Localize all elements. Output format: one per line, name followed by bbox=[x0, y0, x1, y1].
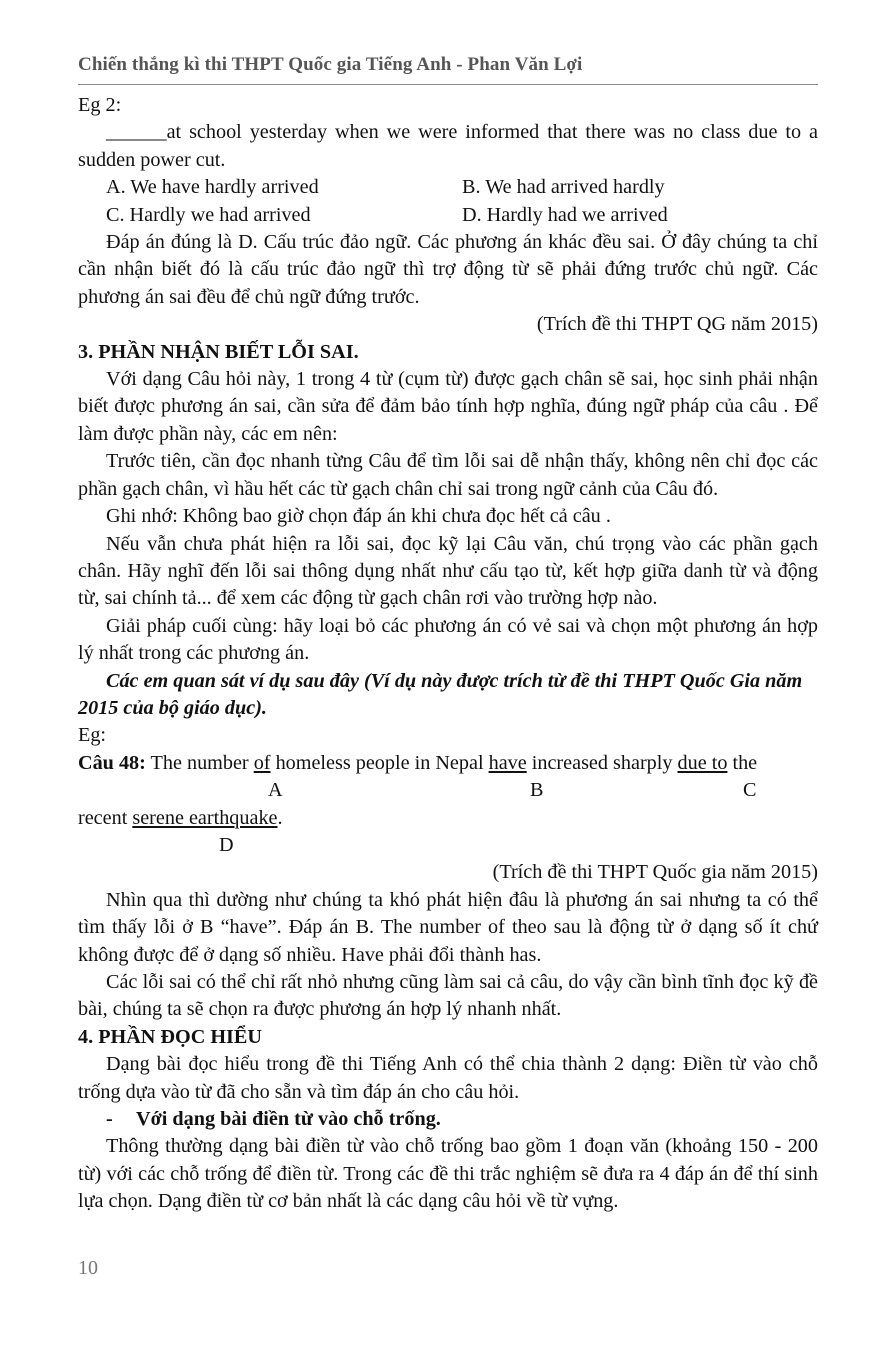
header-rule bbox=[78, 84, 818, 85]
q48-text-4: the bbox=[727, 751, 758, 774]
section3-eg-label: Eg: bbox=[78, 724, 107, 747]
running-header: Chiến thắng kì thi THPT Quốc gia Tiếng Anh - Phan Văn Lợi bbox=[78, 54, 583, 75]
section3-paragraph-6: Nhìn qua thì dường như chúng ta khó phát hiện đâu là phương án sai nhưng ta có thể tìm thấy lỗi ở B “have”. Đáp án B. The number of theo sau là động từ ở dạng số ít chứ không được để ở dạng số nhiều. Have phải đổi thành has. bbox=[78, 888, 818, 966]
section3-paragraph-3: Ghi nhớ: Không bao giờ chọn đáp án khi chưa đọc hết cả câu . bbox=[106, 505, 611, 528]
q48-text-2: homeless people in Nepal bbox=[270, 751, 489, 774]
q48-letter-c: C bbox=[743, 779, 757, 802]
eg2-source: (Trích đề thi THPT QG năm 2015) bbox=[536, 313, 818, 336]
q48-letter-b: B bbox=[530, 779, 544, 802]
section3-source: (Trích đề thi THPT Quốc gia năm 2015) bbox=[492, 861, 818, 884]
section3-paragraph-4: Nếu vẫn chưa phát hiện ra lỗi sai, đọc kỹ lại Câu văn, chú trọng vào các phần gạch chân. Hãy nghĩ đến lỗi sai thông dụng nhất như cấu tạo từ, kết hợp giữa danh từ và động từ, sai chính tả... để xem các động từ gạch chân rơi vào trường hợp nào. bbox=[78, 532, 818, 610]
section3-paragraph-1: Với dạng Câu hỏi này, 1 trong 4 từ (cụm từ) được gạch chân sẽ sai, học sinh phải nhận biết được phương án sai, cần sửa để đảm bảo tính hợp nghĩa, đúng ngữ pháp của câu . Để làm được phần này, các em nên: bbox=[78, 368, 818, 445]
eg2-option-c: C. Hardly we had arrived bbox=[106, 203, 311, 226]
q48-text-1: The number bbox=[145, 751, 254, 774]
question-48-line-1 bbox=[78, 750, 818, 777]
q48-underline-b: have bbox=[488, 751, 527, 774]
q48-letter-a: A bbox=[268, 779, 283, 802]
eg2-option-b: B. We had arrived hardly bbox=[462, 176, 665, 199]
q48-underline-a: of bbox=[253, 751, 271, 774]
section4-heading: 4. PHẦN ĐỌC HIỂU bbox=[78, 1025, 262, 1048]
q48-letter-d: D bbox=[219, 833, 234, 856]
section4-bullet bbox=[78, 1106, 818, 1133]
section4-paragraph-1: Dạng bài đọc hiểu trong đề thi Tiếng Anh có thể chia thành 2 dạng: Điền từ vào chỗ trống dựa vào từ đã cho sẵn và tìm đáp án cho câu hỏi. bbox=[78, 1053, 818, 1103]
section3-paragraph-2: Trước tiên, cần đọc nhanh từng Câu để tìm lỗi sai dễ nhận thấy, không nên chỉ đọc các phần gạch chân, vì hầu hết các từ gạch chân chỉ sai trong ngữ cảnh của Câu đó. bbox=[78, 450, 818, 500]
eg2-label: Eg 2: bbox=[78, 94, 122, 116]
eg2-question-text: at school yesterday when we were informed that there was no class due to a sudden power cut. bbox=[78, 121, 818, 171]
q48-underline-d: serene earthquake bbox=[132, 806, 278, 829]
eg2-options-row-1 bbox=[78, 174, 818, 201]
eg2-blank: ______ bbox=[106, 121, 167, 144]
eg2-question bbox=[78, 119, 818, 174]
q48-text-6: . bbox=[277, 806, 283, 829]
page-number: 10 bbox=[78, 1257, 98, 1279]
bullet-dash: - bbox=[106, 1108, 113, 1130]
question-48-label: Câu 48: bbox=[78, 751, 146, 774]
section3-heading: 3. PHẦN NHẬN BIẾT LỖI SAI. bbox=[78, 340, 359, 363]
section3-paragraph-5: Giải pháp cuối cùng: hãy loại bỏ các phương án có vẻ sai và chọn một phương án hợp lý nhất trong các phương án. bbox=[78, 614, 818, 665]
eg2-option-d: D. Hardly had we arrived bbox=[462, 203, 668, 226]
q48-text-3: increased sharply bbox=[526, 751, 678, 774]
question-48-line-2 bbox=[78, 805, 818, 832]
page-content bbox=[78, 92, 818, 1216]
q48-letters-row-1 bbox=[78, 777, 818, 804]
eg2-option-a: A. We have hardly arrived bbox=[106, 176, 319, 199]
section3-example-intro: Các em quan sát ví dụ sau đây (Ví dụ này được trích từ đề thi THPT Quốc Gia năm 2015 của bộ giáo dục). bbox=[78, 669, 803, 719]
q48-letters-row-2 bbox=[78, 832, 818, 859]
eg2-explanation: Đáp án đúng là D. Cấu trúc đảo ngữ. Các phương án khác đều sai. Ở đây chúng ta chỉ cần nhận biết đó là cấu trúc đảo ngữ thì trợ động từ sẽ phải đứng trước chủ ngữ. Các phương án sai đều để chủ ngữ đứng trước. bbox=[78, 231, 818, 308]
section4-paragraph-2: Thông thường dạng bài điền từ vào chỗ trống bao gồm 1 đoạn văn (khoảng 150 - 200 từ) với các chỗ trống để điền từ. Trong các đề thi trắc nghiệm sẽ đưa ra 4 đáp án để thí sinh lựa chọn. Dạng điền từ cơ bản nhất là các dạng câu hỏi về từ vựng. bbox=[78, 1135, 818, 1213]
section4-bullet-text: Với dạng bài điền từ vào chỗ trống. bbox=[136, 1108, 441, 1130]
eg2-options-row-2 bbox=[78, 202, 818, 229]
q48-underline-c: due to bbox=[677, 751, 728, 774]
section3-paragraph-7: Các lỗi sai có thể chỉ rất nhỏ nhưng cũng làm sai cả câu, do vậy cần bình tĩnh đọc kỹ đề bài, chúng ta sẽ chọn ra được phương án hợp lý nhanh nhất. bbox=[78, 970, 818, 1021]
q48-text-5: recent bbox=[78, 806, 133, 829]
